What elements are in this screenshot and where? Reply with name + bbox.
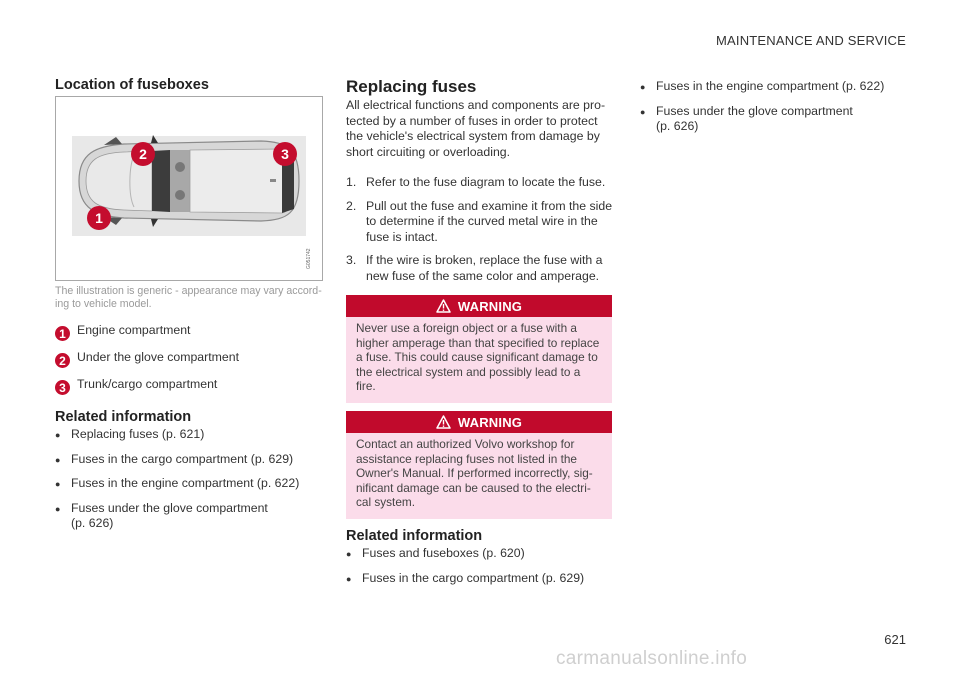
- related-list-continued: [640, 79, 908, 135]
- step-item: 2. Pull out the fuse and examine it from the side to determine if the curved metal wire in the fuse is intact.: [346, 198, 613, 244]
- steps-list: [346, 175, 613, 285]
- warning-box-1: [346, 295, 612, 403]
- warning-triangle-icon: [436, 299, 451, 313]
- fusebox-location-heading: Location of fuseboxes: [55, 77, 209, 93]
- location-list: [55, 323, 323, 404]
- related-list: [55, 427, 323, 532]
- warning-title: WARNING: [457, 414, 523, 430]
- car-top-view-illustration: [56, 97, 322, 280]
- marker-2-label: 2: [139, 146, 147, 162]
- warning-title: WARNING: [457, 298, 523, 314]
- number-badge: 1: [55, 326, 70, 341]
- warning-text: Never use a foreign object or a fuse with a higher amperage than that specified to replace a fuse. This could cause significant damage to the electrical system and possibly lead to a fire.: [346, 317, 612, 403]
- warning-header: [346, 295, 612, 317]
- left-column: [55, 0, 323, 531]
- figure-id-code: G051742: [306, 248, 312, 269]
- related-link[interactable]: ● Fuses in the engine compartment (p. 622): [55, 476, 300, 491]
- related-link[interactable]: ● Fuses and fuseboxes (p. 620): [346, 546, 525, 560]
- location-item-2: [55, 350, 323, 377]
- number-badge: 3: [55, 380, 70, 395]
- related-link[interactable]: ● Fuses in the engine compartment (p. 622): [640, 79, 885, 93]
- watermark: carmanualsonline.info: [556, 648, 748, 669]
- running-header: MAINTENANCE AND SERVICE: [715, 33, 906, 48]
- marker-3-label: 3: [281, 146, 289, 162]
- figure-caption: The illustration is generic - appearance may vary accord-ing to vehicle model.: [55, 285, 322, 310]
- related-link[interactable]: ● Replacing fuses (p. 621): [55, 427, 205, 441]
- related-link[interactable]: ● Fuses in the cargo compartment (p. 629): [346, 570, 585, 585]
- warning-text: Contact an authorized Volvo workshop for assistance replacing fuses not listed in the Owner's Manual. If performed incorrectly, sig-nificant damage can be caused to the electri-cal system.: [346, 433, 612, 519]
- related-link[interactable]: ● Fuses under the glove compartment (p. 626): [55, 500, 268, 531]
- warning-box-2: [346, 411, 612, 519]
- related-info-heading: Related information: [55, 409, 192, 425]
- warning-triangle-icon: [436, 415, 451, 429]
- number-badge: 2: [55, 353, 70, 368]
- page-number: 621: [884, 632, 906, 647]
- location-label: Trunk/cargo compartment: [77, 377, 218, 391]
- step-item: 1. Refer to the fuse diagram to locate the fuse.: [346, 175, 606, 189]
- step-item: 3. If the wire is broken, replace the fuse with a new fuse of the same color and amperage.: [346, 253, 603, 283]
- location-item-1: [55, 323, 323, 350]
- related-link[interactable]: ● Fuses under the glove compartment (p. 626): [640, 103, 853, 134]
- location-label: Engine compartment: [77, 323, 191, 337]
- location-label: Under the glove compartment: [77, 350, 239, 364]
- warning-header: [346, 411, 612, 433]
- marker-1-label: 1: [95, 210, 103, 226]
- intro-paragraph: All electrical functions and components are pro-tected by a number of fuses in order to protect the vehicle's electrical system from damage by short circuiting or overloading.: [346, 98, 606, 159]
- related-link[interactable]: ● Fuses in the cargo compartment (p. 629): [55, 451, 294, 466]
- car-illustration: [55, 96, 323, 281]
- replacing-fuses-heading: Replacing fuses: [346, 77, 477, 96]
- related-list: [346, 546, 613, 587]
- location-item-3: [55, 377, 323, 404]
- related-info-heading: Related information: [346, 528, 483, 544]
